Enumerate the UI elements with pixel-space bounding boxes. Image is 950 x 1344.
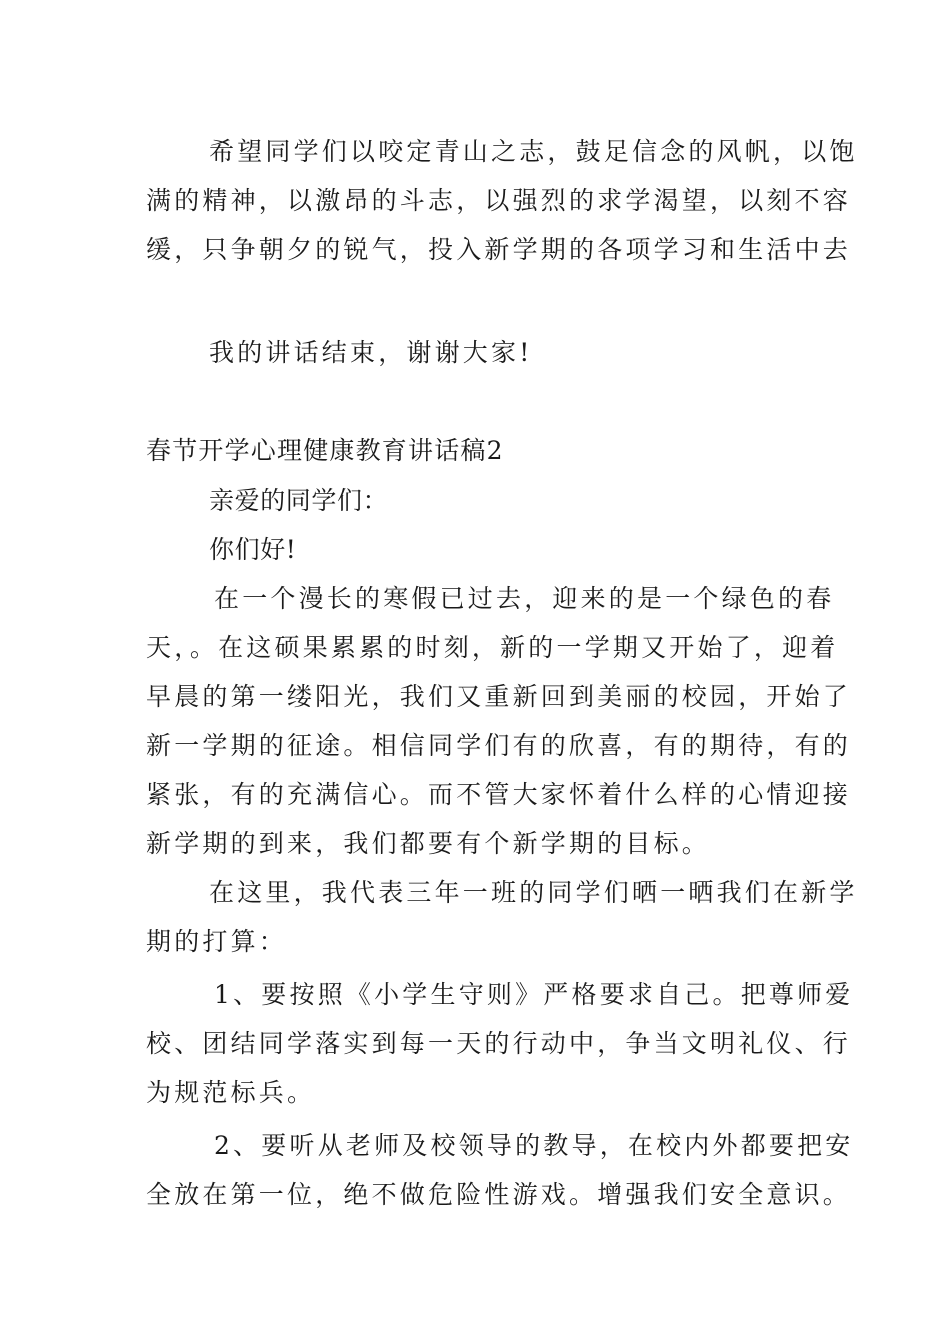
paragraph-line: 早晨的第一缕阳光，我们又重新回到美丽的校园，开始了	[146, 682, 852, 711]
paragraph-line: 新学期的到来，我们都要有个新学期的目标。	[146, 829, 711, 858]
section-heading: 春节开学心理健康教育讲话稿2	[146, 436, 504, 465]
salutation: 亲爱的同学们：	[209, 486, 389, 515]
paragraph-line: 天，。在这硕果累累的时刻，新的一学期又开始了，迎着	[146, 633, 839, 662]
list-item-line: 校、团结同学落实到每一天的行动中，争当文明礼仪、行	[146, 1029, 852, 1058]
paragraph-line: 希望同学们以咬定青山之志，鼓足信念的风帆，以饱	[209, 137, 858, 166]
paragraph-line: 满的精神，以激昂的斗志，以强烈的求学渴望，以刻不容	[146, 186, 852, 215]
greeting: 你们好!	[209, 535, 297, 564]
list-item-line: 2、要听从老师及校领导的教导，在校内外都要把安	[214, 1131, 854, 1160]
list-item-line: 全放在第一位，绝不做危险性游戏。增强我们安全意识。	[146, 1180, 852, 1209]
paragraph-line: 期的打算：	[146, 927, 288, 956]
list-item-line: 为规范标兵。	[146, 1078, 316, 1107]
paragraph-line: 在一个漫长的寒假已过去，迎来的是一个绿色的春	[214, 584, 835, 613]
closing-line: 我的讲话结束，谢谢大家!	[209, 338, 533, 367]
paragraph-line: 缓，只争朝夕的锐气，投入新学期的各项学习和生活中去	[146, 235, 852, 264]
paragraph-line: 在这里，我代表三年一班的同学们晒一晒我们在新学	[209, 878, 858, 907]
list-item-line: 1、要按照《小学生守则》严格要求自己。把尊师爱	[214, 980, 854, 1009]
paragraph-line: 新一学期的征途。相信同学们有的欣喜，有的期待，有的	[146, 731, 852, 760]
paragraph-line: 紧张，有的充满信心。而不管大家怀着什么样的心情迎接	[146, 780, 852, 809]
